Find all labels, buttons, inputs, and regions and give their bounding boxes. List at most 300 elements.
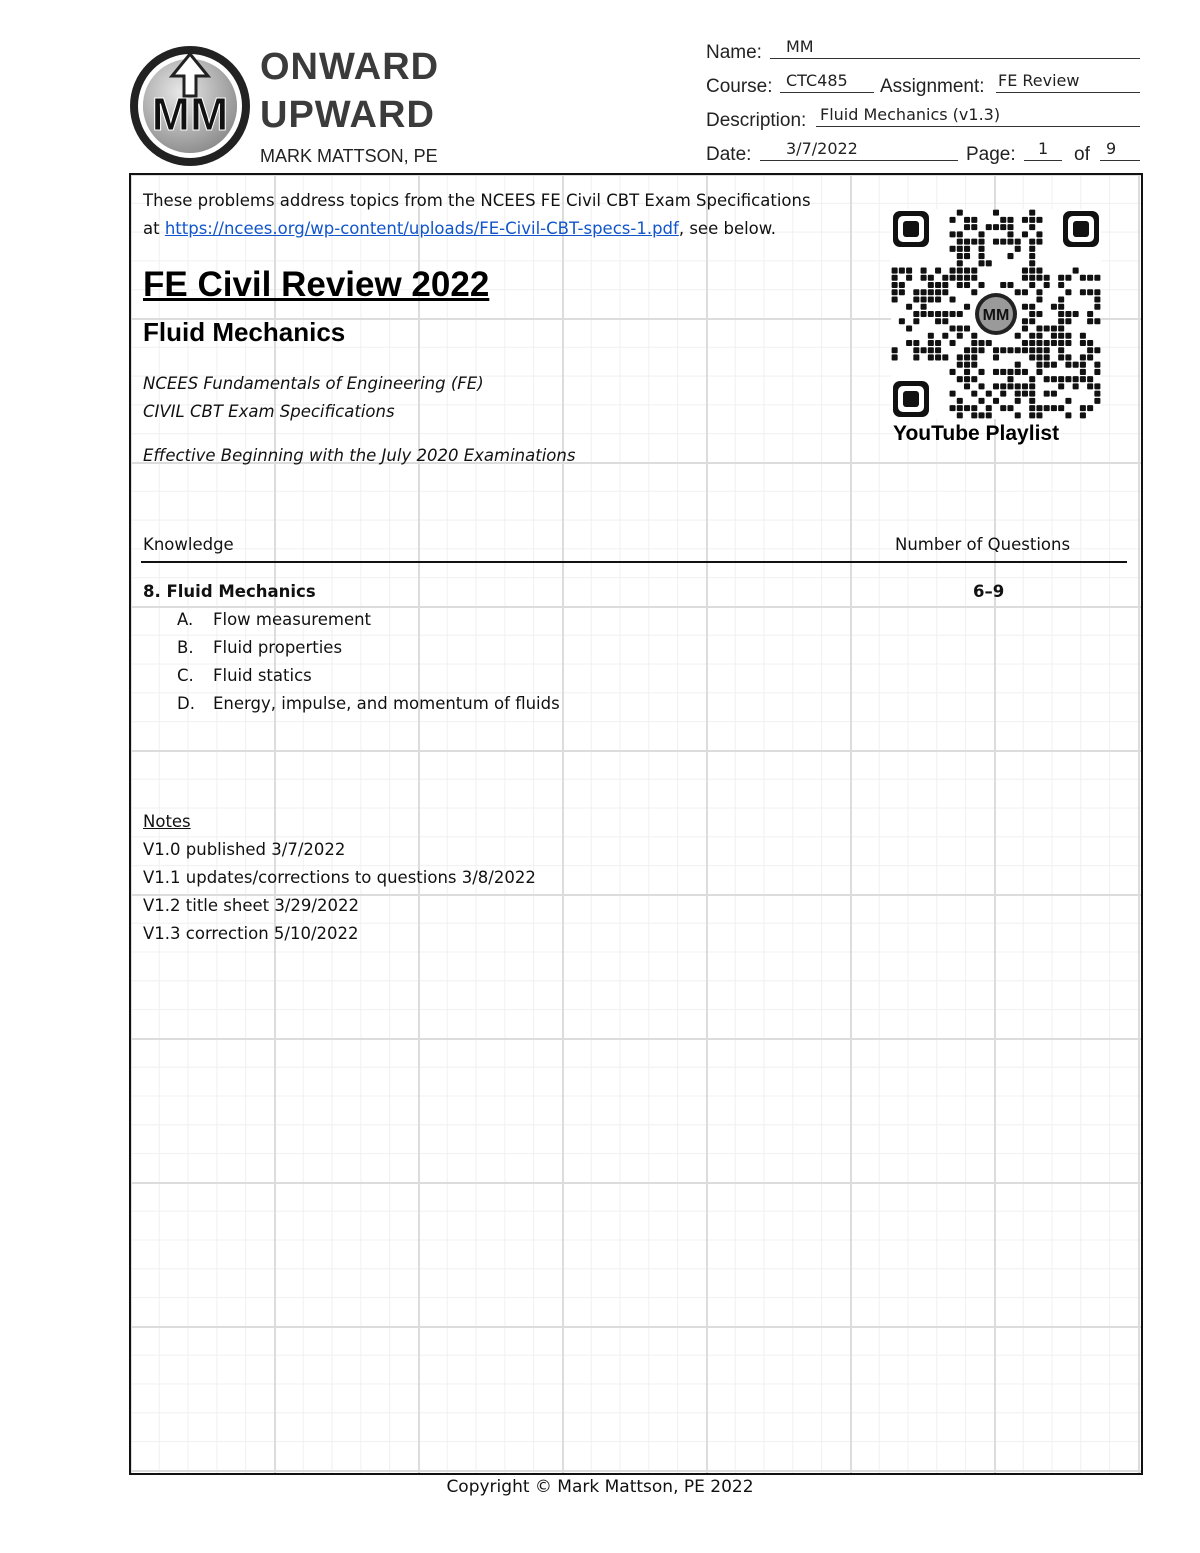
qr-module [993, 383, 999, 389]
qr-module [899, 289, 905, 295]
qr-module [979, 383, 985, 389]
onward-upward-logo [128, 44, 252, 168]
qr-module [950, 325, 956, 331]
description-label: Description: [706, 110, 807, 131]
qr-module [1094, 383, 1100, 389]
qr-module [906, 275, 912, 281]
qr-module [979, 260, 985, 266]
qr-center-initials: MM [982, 307, 1010, 324]
qr-module [971, 376, 977, 382]
qr-module [1044, 325, 1050, 331]
qr-module [935, 347, 941, 353]
qr-module [979, 253, 985, 259]
qr-module [928, 340, 934, 346]
qr-module [1036, 347, 1042, 353]
qr-module [1015, 246, 1021, 252]
qr-module [1015, 347, 1021, 353]
description-field [816, 104, 1140, 127]
table-header-rule [141, 561, 1127, 563]
qr-module [971, 340, 977, 346]
qr-module [1022, 340, 1028, 346]
qr-module [971, 275, 977, 281]
worksheet-frame [129, 173, 1143, 1475]
qr-module [1000, 383, 1006, 389]
page-field [1024, 138, 1062, 161]
qr-module [892, 282, 898, 288]
qr-module [1058, 340, 1064, 346]
qr-module [1007, 231, 1013, 237]
spec-line-1: NCEES Fundamentals of Engineering (FE) [143, 374, 484, 393]
qr-module [921, 268, 927, 274]
qr-module [986, 405, 992, 411]
qr-module [906, 268, 912, 274]
qr-module [964, 224, 970, 230]
qr-module [1022, 325, 1028, 331]
qr-module [1036, 325, 1042, 331]
qr-module [1022, 391, 1028, 397]
qr-module [1036, 275, 1042, 281]
qr-module [971, 333, 977, 339]
qr-module [957, 311, 963, 317]
description-value: Fluid Mechanics (v1.3) [820, 105, 1001, 124]
qr-module [921, 297, 927, 303]
qr-module [1094, 289, 1100, 295]
qr-module [1022, 347, 1028, 353]
qr-module [971, 268, 977, 274]
qr-module [1007, 383, 1013, 389]
qr-module [928, 347, 934, 353]
qr-module [1080, 405, 1086, 411]
qr-module [964, 376, 970, 382]
notes-heading: Notes [143, 812, 191, 831]
qr-module [1065, 362, 1071, 368]
qr-module [964, 325, 970, 331]
topic-letter: A. [177, 610, 194, 629]
qr-module [971, 217, 977, 223]
qr-module [950, 340, 956, 346]
qr-module [1029, 405, 1035, 411]
qr-module [1087, 347, 1093, 353]
col-header-questions: Number of Questions [895, 535, 1071, 554]
qr-module [942, 354, 948, 360]
qr-module [1029, 239, 1035, 245]
qr-module [1000, 347, 1006, 353]
qr-module [899, 318, 905, 324]
qr-module [1058, 311, 1064, 317]
qr-module [1087, 383, 1093, 389]
qr-module [971, 412, 977, 418]
qr-module [1051, 325, 1057, 331]
qr-module [928, 333, 934, 339]
qr-module [1015, 362, 1021, 368]
qr-module [935, 297, 941, 303]
qr-module [1051, 405, 1057, 411]
qr-module [1058, 383, 1064, 389]
qr-module [1007, 217, 1013, 223]
qr-module [1036, 297, 1042, 303]
qr-module [979, 347, 985, 353]
qr-module [1000, 217, 1006, 223]
qr-finder-bottom-left [893, 381, 929, 417]
qr-module [964, 253, 970, 259]
qr-module [1080, 275, 1086, 281]
qr-module [1044, 405, 1050, 411]
qr-module [892, 297, 898, 303]
qr-module [1015, 412, 1021, 418]
qr-module [1065, 412, 1071, 418]
qr-module [957, 376, 963, 382]
qr-module [950, 369, 956, 375]
qr-module [1036, 311, 1042, 317]
qr-module [1051, 362, 1057, 368]
qr-module [1094, 304, 1100, 310]
qr-module [1065, 318, 1071, 324]
qr-module [913, 289, 919, 295]
logo-initials: MM [151, 88, 229, 140]
qr-module [942, 333, 948, 339]
qr-module [964, 282, 970, 288]
qr-module [1080, 376, 1086, 382]
page-value: 1 [1038, 139, 1049, 158]
intro-prefix: at [143, 219, 165, 238]
qr-module [964, 239, 970, 245]
qr-module [1022, 304, 1028, 310]
spec-effective: Effective Beginning with the July 2020 Examinations [143, 446, 576, 465]
qr-module [1065, 289, 1071, 295]
qr-module [928, 275, 934, 281]
qr-module [1058, 376, 1064, 382]
qr-module [1094, 362, 1100, 368]
qr-module [950, 231, 956, 237]
qr-module [1058, 297, 1064, 303]
qr-module [986, 391, 992, 397]
qr-module [1080, 369, 1086, 375]
qr-module [971, 391, 977, 397]
qr-module [1015, 369, 1021, 375]
qr-module [1029, 354, 1035, 360]
qr-module [1065, 333, 1071, 339]
qr-module [971, 347, 977, 353]
qr-module [1029, 391, 1035, 397]
qr-module [979, 282, 985, 288]
brand-author: MARK MATTSON, PE [260, 146, 438, 166]
qr-module [1051, 340, 1057, 346]
qr-module [1022, 231, 1028, 237]
qr-module [993, 224, 999, 230]
intro-line-1: These problems address topics from the NCEES FE Civil CBT Exam Specifications [143, 191, 811, 210]
qr-module [1007, 224, 1013, 230]
qr-module [1015, 391, 1021, 397]
qr-module [1036, 340, 1042, 346]
qr-module [1029, 376, 1035, 382]
qr-module [950, 405, 956, 411]
topic-flow-measurement: Flow measurement [213, 610, 372, 629]
qr-module [964, 362, 970, 368]
qr-module [899, 268, 905, 274]
qr-module [1029, 268, 1035, 274]
qr-module [979, 398, 985, 404]
qr-module [957, 405, 963, 411]
qr-module [1058, 275, 1064, 281]
qr-module [971, 289, 977, 295]
of-field [1100, 138, 1140, 161]
qr-module [950, 311, 956, 317]
note-line: V1.1 updates/corrections to questions 3/8/2022 [143, 868, 536, 887]
qr-module [1044, 376, 1050, 382]
date-value: 3/7/2022 [786, 139, 858, 158]
qr-module [1029, 398, 1035, 404]
qr-module [1065, 354, 1071, 360]
qr-module [986, 412, 992, 418]
qr-module [957, 282, 963, 288]
qr-module [906, 325, 912, 331]
qr-module [906, 340, 912, 346]
qr-module [1080, 412, 1086, 418]
page-title: FE Civil Review 2022 [143, 265, 490, 304]
qr-caption: YouTube Playlist [893, 422, 1060, 445]
qr-module [1080, 354, 1086, 360]
qr-module [1036, 412, 1042, 418]
qr-module [935, 340, 941, 346]
qr-module [921, 304, 927, 310]
qr-module [986, 340, 992, 346]
qr-module [1073, 362, 1079, 368]
name-field [770, 36, 1140, 59]
qr-module [1044, 340, 1050, 346]
qr-module [1036, 405, 1042, 411]
qr-module [1029, 282, 1035, 288]
qr-module [1094, 391, 1100, 397]
qr-module [942, 318, 948, 324]
qr-module [1051, 391, 1057, 397]
qr-module [1036, 268, 1042, 274]
qr-module [942, 311, 948, 317]
qr-module [1073, 268, 1079, 274]
qr-module [957, 231, 963, 237]
date-label: Date: [706, 144, 752, 165]
qr-module [1094, 297, 1100, 303]
qr-module [957, 275, 963, 281]
course-field [780, 70, 874, 93]
qr-module [935, 289, 941, 295]
qr-module [1080, 289, 1086, 295]
qr-module [950, 275, 956, 281]
qr-module [957, 412, 963, 418]
qr-module [1094, 318, 1100, 324]
section-question-count: 6–9 [973, 582, 1005, 601]
qr-module [993, 210, 999, 216]
qr-module [964, 383, 970, 389]
qr-module [892, 289, 898, 295]
assignment-field [996, 70, 1140, 93]
course-label: Course: [706, 76, 773, 97]
qr-module [1029, 383, 1035, 389]
qr-module [1029, 253, 1035, 259]
qr-module [1029, 311, 1035, 317]
qr-module [1000, 391, 1006, 397]
qr-module [1087, 275, 1093, 281]
qr-module [1087, 340, 1093, 346]
qr-module [1015, 289, 1021, 295]
qr-module [971, 405, 977, 411]
qr-module [1015, 383, 1021, 389]
intro-line-2 [143, 219, 776, 238]
qr-module [1044, 282, 1050, 288]
qr-module [935, 268, 941, 274]
qr-module [1087, 354, 1093, 360]
spec-line-2: CIVIL CBT Exam Specifications [143, 402, 395, 421]
qr-module [964, 304, 970, 310]
qr-module [928, 311, 934, 317]
qr-module [1080, 362, 1086, 368]
course-value: CTC485 [786, 71, 848, 90]
of-value: 9 [1106, 139, 1117, 158]
qr-module [892, 275, 898, 281]
qr-module [1094, 347, 1100, 353]
qr-module [1007, 239, 1013, 245]
qr-finder-top-left [893, 211, 929, 247]
qr-module [971, 354, 977, 360]
qr-module [1007, 347, 1013, 353]
qr-module [1029, 246, 1035, 252]
topic-fluid-statics: Fluid statics [213, 666, 312, 685]
qr-module [942, 282, 948, 288]
qr-module [1015, 239, 1021, 245]
qr-module [1044, 275, 1050, 281]
qr-module [979, 231, 985, 237]
qr-module [964, 405, 970, 411]
qr-module [993, 354, 999, 360]
brand-line-upward: UPWARD [260, 94, 435, 136]
qr-module [899, 282, 905, 288]
qr-module [1044, 354, 1050, 360]
qr-module [1087, 376, 1093, 382]
qr-module [913, 318, 919, 324]
qr-module [979, 246, 985, 252]
qr-module [1087, 318, 1093, 324]
section-fluid-mechanics: 8. Fluid Mechanics [143, 582, 316, 601]
qr-module [957, 210, 963, 216]
qr-module [971, 362, 977, 368]
qr-module [957, 398, 963, 404]
qr-module [1073, 376, 1079, 382]
qr-module [1000, 224, 1006, 230]
qr-module [1073, 311, 1079, 317]
qr-module [979, 340, 985, 346]
qr-module [1080, 340, 1086, 346]
qr-module [979, 412, 985, 418]
qr-module [1007, 253, 1013, 259]
qr-module [1029, 340, 1035, 346]
qr-module [950, 268, 956, 274]
assignment-label: Assignment: [880, 76, 985, 97]
topic-fluid-properties: Fluid properties [213, 638, 343, 657]
qr-module [1036, 333, 1042, 339]
note-line: V1.0 published 3/7/2022 [143, 840, 346, 859]
note-line: V1.3 correction 5/10/2022 [143, 924, 359, 943]
qr-module [1094, 398, 1100, 404]
qr-module [1007, 369, 1013, 375]
qr-module [1044, 391, 1050, 397]
qr-module [1036, 217, 1042, 223]
qr-module [892, 347, 898, 353]
qr-module [964, 246, 970, 252]
qr-module [1007, 405, 1013, 411]
qr-module [1058, 347, 1064, 353]
qr-module [964, 268, 970, 274]
qr-module [1022, 275, 1028, 281]
qr-module [1036, 362, 1042, 368]
qr-module [892, 354, 898, 360]
qr-module [928, 297, 934, 303]
qr-module [1029, 217, 1035, 223]
qr-module [1051, 333, 1057, 339]
qr-module [950, 297, 956, 303]
qr-module [1065, 376, 1071, 382]
topic-letter: D. [177, 694, 195, 713]
ncees-specs-link[interactable]: https://ncees.org/wp-content/uploads/FE-Civil-CBT-specs-1.pdf [164, 219, 679, 238]
qr-module [913, 340, 919, 346]
qr-module [1007, 376, 1013, 382]
qr-module [993, 398, 999, 404]
qr-module [1029, 318, 1035, 324]
name-value: MM [786, 37, 814, 56]
youtube-playlist-qr-code[interactable] [891, 209, 1101, 419]
topic-letter: C. [177, 666, 194, 685]
qr-module [1022, 268, 1028, 274]
qr-module [1065, 398, 1071, 404]
qr-module [1029, 275, 1035, 281]
qr-module [1036, 231, 1042, 237]
qr-module [1087, 405, 1093, 411]
qr-module [1022, 217, 1028, 223]
qr-module [1065, 311, 1071, 317]
qr-module [1058, 304, 1064, 310]
qr-module [1029, 224, 1035, 230]
qr-module [913, 297, 919, 303]
qr-module [993, 369, 999, 375]
topic-energy-impulse-momentum: Energy, impulse, and momentum of fluids [213, 694, 560, 713]
qr-module [986, 224, 992, 230]
qr-module [1065, 340, 1071, 346]
topic-letter: B. [177, 638, 194, 657]
qr-finder-top-right [1063, 211, 1099, 247]
qr-module [979, 239, 985, 245]
qr-module [964, 354, 970, 360]
qr-module [1087, 311, 1093, 317]
qr-module [1000, 369, 1006, 375]
qr-module [957, 253, 963, 259]
qr-module [950, 391, 956, 397]
qr-module [942, 289, 948, 295]
qr-module [957, 246, 963, 252]
qr-module [1029, 412, 1035, 418]
qr-module [957, 333, 963, 339]
qr-module [964, 275, 970, 281]
page-label: Page: [966, 144, 1016, 165]
qr-module [964, 369, 970, 375]
qr-module [957, 268, 963, 274]
qr-module [1087, 289, 1093, 295]
qr-module [921, 275, 927, 281]
qr-module [1036, 354, 1042, 360]
qr-module [928, 354, 934, 360]
qr-module [957, 362, 963, 368]
qr-module [1058, 282, 1064, 288]
qr-module [1065, 275, 1071, 281]
assignment-value: FE Review [998, 71, 1080, 90]
qr-module [1029, 333, 1035, 339]
